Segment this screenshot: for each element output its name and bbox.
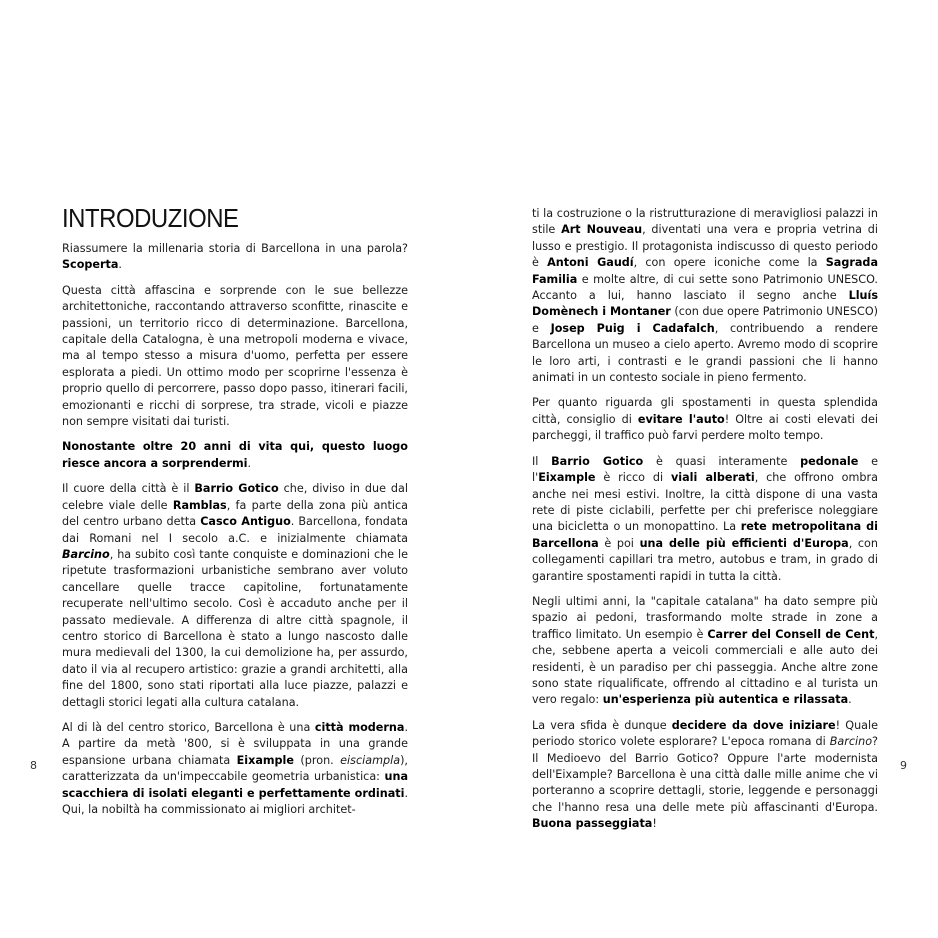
bold-text: Art Nouveau xyxy=(561,223,643,237)
text-run: . xyxy=(118,258,122,272)
paragraph xyxy=(532,594,878,709)
text-run: . xyxy=(848,693,852,707)
text-run: (con due opere Patrimonio UNESCO) e xyxy=(532,305,878,335)
left-text-column xyxy=(62,203,408,827)
text-run: , con opere iconiche come la xyxy=(633,256,826,270)
text-run: (pron. xyxy=(293,753,341,767)
bold-text: Barrio Gotico xyxy=(194,482,279,496)
text-run: , contribuendo a rendere Barcellona un museo a cielo aperto. Avremo modo di scoprire le loro arti, i contrasti e le grandi passioni che li hanno animati in un contesto sociale in pieno fermento. xyxy=(532,321,878,385)
text-run: Il cuore della città è il xyxy=(62,482,195,496)
italic-text: eisciampla xyxy=(340,753,401,767)
text-run: . A partire da metà '800, si è sviluppata in una grande espansione urbana chiamata xyxy=(62,720,408,767)
bold-text: Buona passeggiata xyxy=(532,817,653,831)
text-run: Al di là del centro storico, Barcellona è una xyxy=(62,720,315,734)
text-run: Riassumere la millenaria storia di Barcellona in una parola? xyxy=(62,242,408,255)
bold-text: una delle più efficienti d'Europa xyxy=(639,536,849,550)
text-run: , con collegamenti capillari tra metro, autobus e tram, in grado di garantire spostamenti rapidi in tutta la città. xyxy=(532,536,878,583)
right-page xyxy=(469,0,938,938)
text-run: , fa parte della zona più antica del centro urbano detta xyxy=(62,498,408,529)
text-run: e molte altre, di cui sette sono Patrimonio UNESCO. Accanto a lui, hanno lasciato il segno anche xyxy=(532,272,878,303)
paragraph xyxy=(532,206,878,386)
text-run: . Qui, la nobiltà ha commissionato ai migliori architet- xyxy=(62,786,408,816)
text-run: . Barcellona, fondata dai Romani nel I secolo a.C. e inizialmente chiamata xyxy=(62,515,408,545)
text-run: ! Oltre ai costi elevati dei parcheggi, il traffico può farvi perdere molto tempo. xyxy=(532,412,878,443)
bold-text: Sagrada Familia xyxy=(532,256,878,286)
text-run: è poi xyxy=(598,536,640,550)
page-number-right: 9 xyxy=(900,759,907,772)
text-run: , che, sebbene aperta a veicoli commerciali e alle auto dei residenti, è un paradiso per chi passeggia. Anche altre zone sono state riqualificate, offrendo al cittadino e al turista un vero regalo: xyxy=(532,627,878,707)
text-run: che, diviso in due dal celebre viale delle xyxy=(62,482,408,512)
paragraph xyxy=(532,395,878,444)
text-run: ! Quale periodo storico volete esplorare? L'epoca romana di xyxy=(532,718,879,749)
bold-text: Lluís Domènech i Montaner xyxy=(532,289,878,319)
text-run: . xyxy=(247,456,252,470)
text-run: , diventati una vera e propria vetrina di lusso e prestigio. Il protagonista indiscusso di questo periodo è xyxy=(532,223,878,270)
bold-text: Scoperta xyxy=(62,258,119,272)
bold-text: Barrio Gotico xyxy=(551,454,644,468)
left-body xyxy=(62,241,408,818)
text-run: Negli ultimi anni, la "capitale catalana" ha dato sempre più spazio ai pedoni, trasformando molte strade in zone a traffico limitato. Un esempio è xyxy=(532,594,878,641)
text-run: Per quanto riguarda gli spostamenti in questa splendida città, consiglio di xyxy=(532,396,878,426)
bold-text: rete metropolitana di Barcellona xyxy=(532,520,878,550)
text-run: , che offrono ombra anche nei mesi estivi. Inoltre, la città dispone di una vasta rete di piste ciclabili, perfette per chi preferisce noleggiare una bicicletta o un monopattino. La xyxy=(532,471,878,534)
bold-text: Josep Puig i Cadafalch xyxy=(550,321,715,335)
paragraph xyxy=(532,454,878,585)
bold-text: Casco Antiguo xyxy=(200,515,291,529)
bold-text: Eixample xyxy=(236,753,294,767)
bold-text: Carrer del Consell de Cent xyxy=(707,627,875,641)
page-title: INTRODUZIONE xyxy=(62,203,239,233)
text-run: è ricco di xyxy=(595,471,671,485)
bold-text: decidere da dove iniziare xyxy=(671,718,836,732)
text-run: ti la costruzione o la ristrutturazione di meravigliosi palazzi in stile xyxy=(532,207,878,237)
text-run: La vera sfida è dunque xyxy=(532,718,672,732)
bold-text: Antoni Gaudí xyxy=(547,256,634,270)
paragraph xyxy=(532,718,878,833)
text-run: e l' xyxy=(532,454,878,485)
right-body xyxy=(532,206,878,833)
text-run: Il xyxy=(532,454,552,468)
bold-text: Eixample xyxy=(538,471,596,485)
text-run: ), caratterizzata da un'impeccabile geometria urbanistica: xyxy=(62,753,408,784)
paragraph xyxy=(62,720,408,818)
bold-text: pedonale xyxy=(800,454,859,468)
bold-text: Barcino xyxy=(62,547,110,561)
paragraph xyxy=(62,241,408,274)
page-number-left: 8 xyxy=(30,759,37,772)
bold-text: Nonostante oltre 20 anni di vita qui, questo luogo riesce ancora a sorprendermi xyxy=(62,440,408,470)
text-run: ? Il Medioevo del Barrio Gotico? Oppure l'arte modernista dell'Eixample? Barcellona è una città dalle mille anime che vi porteranno a scoprire dettagli, storie, leggende e personaggi che l'hanno resa una delle mete più affascinanti d'Europa. xyxy=(532,735,878,814)
bold-text: un'esperienza più autentica e rilassata xyxy=(602,693,849,707)
paragraph xyxy=(62,283,408,431)
text-run: è quasi interamente xyxy=(643,454,801,468)
text-run: , ha subito così tante conquiste e dominazioni che le ripetute trasformazioni urbanistiche sembrano aver voluto cancellare quelle tracce capitoline, fortunatamente recuperate nell'ultimo secolo. Così è accaduto anche per il passato medievale. A differenza di altre città spagnole, il centro storico di Barcellona è stato a lungo nascosto dalle mura medievali del 1300, la cui demolizione ha, per assurdo, dato il via al recupero artistico: grazie a grandi architetti, alla fine del 1800, sono stati riportati alla luce piazze, palazzi e dettagli storici legati alla cultura catalana. xyxy=(62,547,408,709)
text-run: ! xyxy=(652,817,657,831)
bold-text: città moderna xyxy=(314,720,405,734)
text-run: Questa città affascina e sorprende con le sue bellezze architettoniche, raccontando attraverso sconfitte, rinascite e passioni, un territorio ricco di determinazione. Barcellona, capitale della Catalogna, è una metropoli moderna e vivace, ma al tempo stesso a misura d'uomo, perfetta per essere esplorata a piedi. Un ottimo modo per scoprirne l'essenza è proprio quello di percorrere, passo dopo passo, itinerari facili, emozionanti e ricchi di sorprese, tra strade, vicoli e piazze non sempre visitati dai turisti. xyxy=(62,283,408,429)
bold-text: una scacchiera di isolati eleganti e perfettamente ordinati xyxy=(62,770,408,800)
right-text-column xyxy=(532,206,878,842)
italic-text: Barcino xyxy=(829,735,873,749)
bold-text: viali alberati xyxy=(670,471,755,485)
bold-text: evitare l'auto xyxy=(637,412,725,426)
bold-text: Ramblas xyxy=(172,498,227,512)
paragraph xyxy=(62,481,408,711)
paragraph xyxy=(62,439,408,472)
